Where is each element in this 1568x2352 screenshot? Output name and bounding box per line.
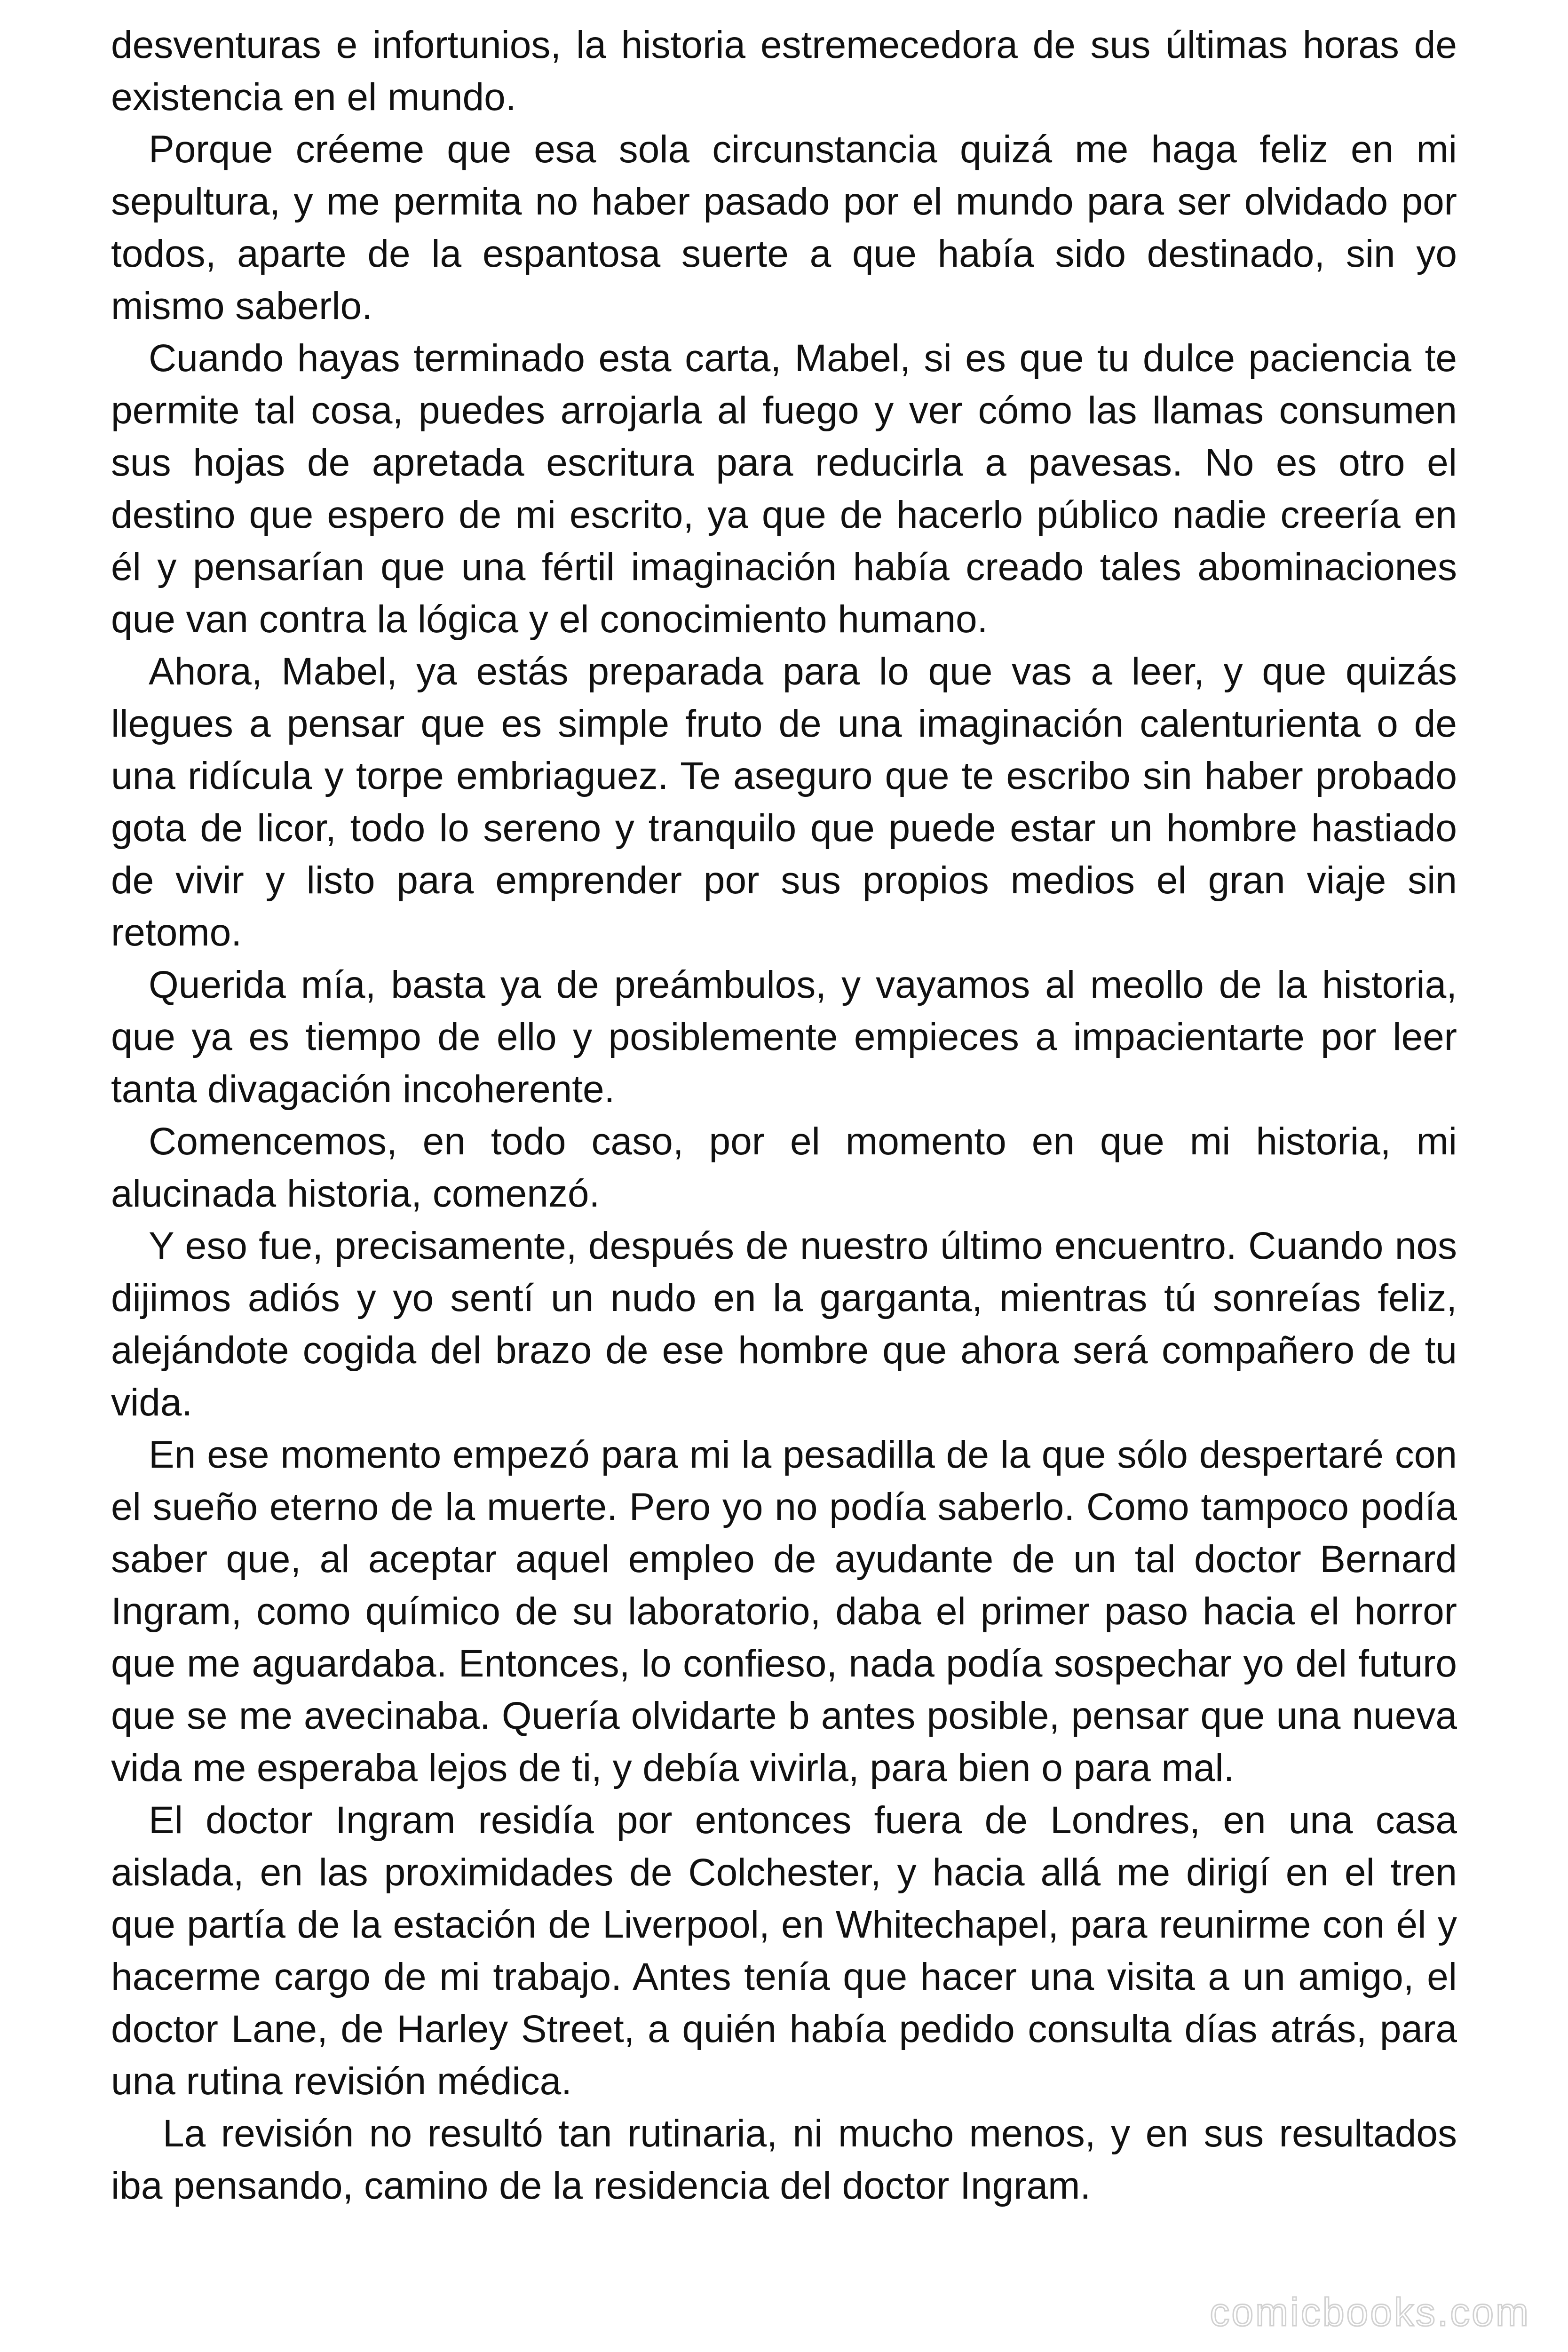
paragraph-8: En ese momento empezó para mi la pesadilla de la que sólo despertaré con el sueño eterno de la muerte. Pero yo no podía saberlo. Como tampoco podía saber que, al aceptar aquel empleo de ayudante de un tal doctor Bernard Ingram, como químico de su laboratorio, daba el primer paso hacia el horror que me aguardaba. Entonces, lo confieso, nada podía sospechar yo del futuro que se me avecinaba. Quería olvidarte b antes posible, pensar que una nueva vida me esperaba lejos de ti, y debía vivirla, para bien o para mal. xyxy=(111,1433,1457,1789)
paragraph-10: La revisión no resultó tan rutinaria, ni mucho menos, y en sus resultados iba pensando, camino de la residencia del doctor Ingram. xyxy=(111,2112,1457,2207)
watermark-logo: comicbooks.com xyxy=(1210,2290,1530,2334)
paragraph-9: El doctor Ingram residía por entonces fuera de Londres, en una casa aislada, en las proximidades de Colchester, y hacia allá me dirigí en el tren que partía de la estación de Liverpool, en Whitechapel, para reunirme con él y hacerme cargo de mi trabajo. Antes tenía que hacer una visita a un amigo, el doctor Lane, de Harley Street, a quién había pedido consulta días atrás, para una rutina revisión médica. xyxy=(111,1799,1457,2103)
paragraph-6: Comencemos, en todo caso, por el momento en que mi historia, mi alucinada historia, comenzó. xyxy=(111,1120,1457,1215)
paragraph-1: desventuras e infortunios, la historia estremecedora de sus últimas horas de existencia en el mundo. xyxy=(111,24,1457,119)
paragraph-3: Cuando hayas terminado esta carta, Mabel, si es que tu dulce paciencia te permite tal cosa, puedes arrojarla al fuego y ver cómo las llamas consumen sus hojas de apretada escritura para reducirla a pavesas. No es otro el destino que espero de mi escrito, ya que de hacerlo público nadie creería en él y pensarían que una fértil imaginación había creado tales abominaciones que van contra la lógica y el conocimiento humano. xyxy=(111,337,1457,641)
document-page xyxy=(111,19,1457,2333)
paragraph-4: Ahora, Mabel, ya estás preparada para lo que vas a leer, y que quizás llegues a pensar que es simple fruto de una imaginación calenturienta o de una ridícula y torpe embriaguez. Te aseguro que te escribo sin haber probado gota de licor, todo lo sereno y tranquilo que puede estar un hombre hastiado de vivir y listo para emprender por sus propios medios el gran viaje sin retomo. xyxy=(111,650,1457,954)
paragraph-2: Porque créeme que esa sola circunstancia quizá me haga feliz en mi sepultura, y me permita no haber pasado por el mundo para ser olvidado por todos, aparte de la espantosa suerte a que había sido destinado, sin yo mismo saberlo. xyxy=(111,128,1457,327)
paragraph-7: Y eso fue, precisamente, después de nuestro último encuentro. Cuando nos dijimos adiós y yo sentí un nudo en la garganta, mientras tú sonreías feliz, alejándote cogida del brazo de ese hombre que ahora será compañero de tu vida. xyxy=(111,1224,1457,1424)
paragraph-5: Querida mía, basta ya de preámbulos, y vayamos al meollo de la historia, que ya es tiempo de ello y posiblemente empieces a impacientarte por leer tanta divagación incoherente. xyxy=(111,963,1457,1111)
